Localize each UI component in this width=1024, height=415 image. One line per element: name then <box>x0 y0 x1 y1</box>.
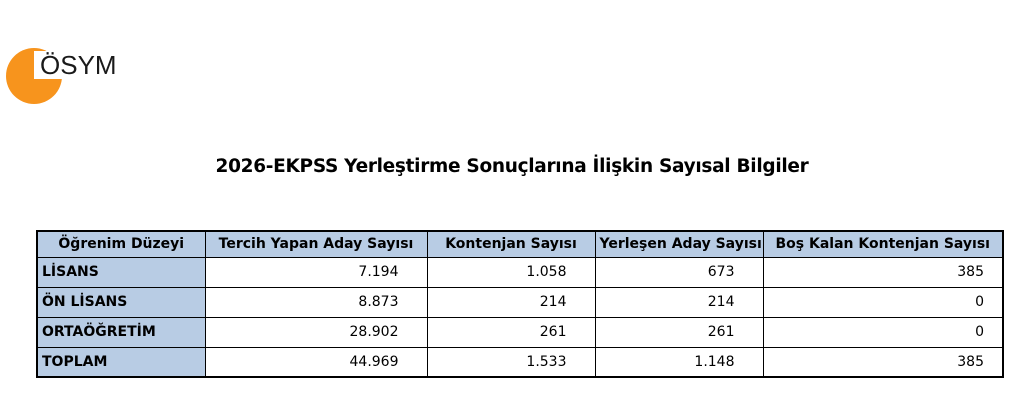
cell-bos: 385 <box>763 257 1003 287</box>
cell-bos: 0 <box>763 287 1003 317</box>
cell-tercih: 44.969 <box>205 347 427 377</box>
row-level: LİSANS <box>37 257 205 287</box>
cell-kontenjan: 214 <box>427 287 595 317</box>
cell-bos: 0 <box>763 317 1003 347</box>
logo-text: ÖSYM <box>34 51 119 79</box>
cell-kontenjan: 1.533 <box>427 347 595 377</box>
table-row <box>37 317 1003 347</box>
row-level: TOPLAM <box>37 347 205 377</box>
table-header-row <box>37 231 1003 257</box>
cell-yerlesen: 261 <box>595 317 763 347</box>
cell-tercih: 28.902 <box>205 317 427 347</box>
page-title: 2026-EKPSS Yerleştirme Sonuçlarına İlişkin Sayısal Bilgiler <box>215 156 809 177</box>
column-header-kontenjan: Kontenjan Sayısı <box>427 231 595 257</box>
cell-tercih: 8.873 <box>205 287 427 317</box>
row-level: ÖN LİSANS <box>37 287 205 317</box>
cell-yerlesen: 214 <box>595 287 763 317</box>
results-table <box>36 230 1004 378</box>
cell-kontenjan: 261 <box>427 317 595 347</box>
cell-bos: 385 <box>763 347 1003 377</box>
column-header-yerlesen: Yerleşen Aday Sayısı <box>595 231 763 257</box>
column-header-level: Öğrenim Düzeyi <box>37 231 205 257</box>
cell-tercih: 7.194 <box>205 257 427 287</box>
cell-kontenjan: 1.058 <box>427 257 595 287</box>
column-header-tercih: Tercih Yapan Aday Sayısı <box>205 231 427 257</box>
column-header-bos: Boş Kalan Kontenjan Sayısı <box>763 231 1003 257</box>
table-row <box>37 287 1003 317</box>
cell-yerlesen: 673 <box>595 257 763 287</box>
osym-logo <box>6 48 136 104</box>
cell-yerlesen: 1.148 <box>595 347 763 377</box>
table-row-total <box>37 347 1003 377</box>
table-row <box>37 257 1003 287</box>
row-level: ORTAÖĞRETİM <box>37 317 205 347</box>
